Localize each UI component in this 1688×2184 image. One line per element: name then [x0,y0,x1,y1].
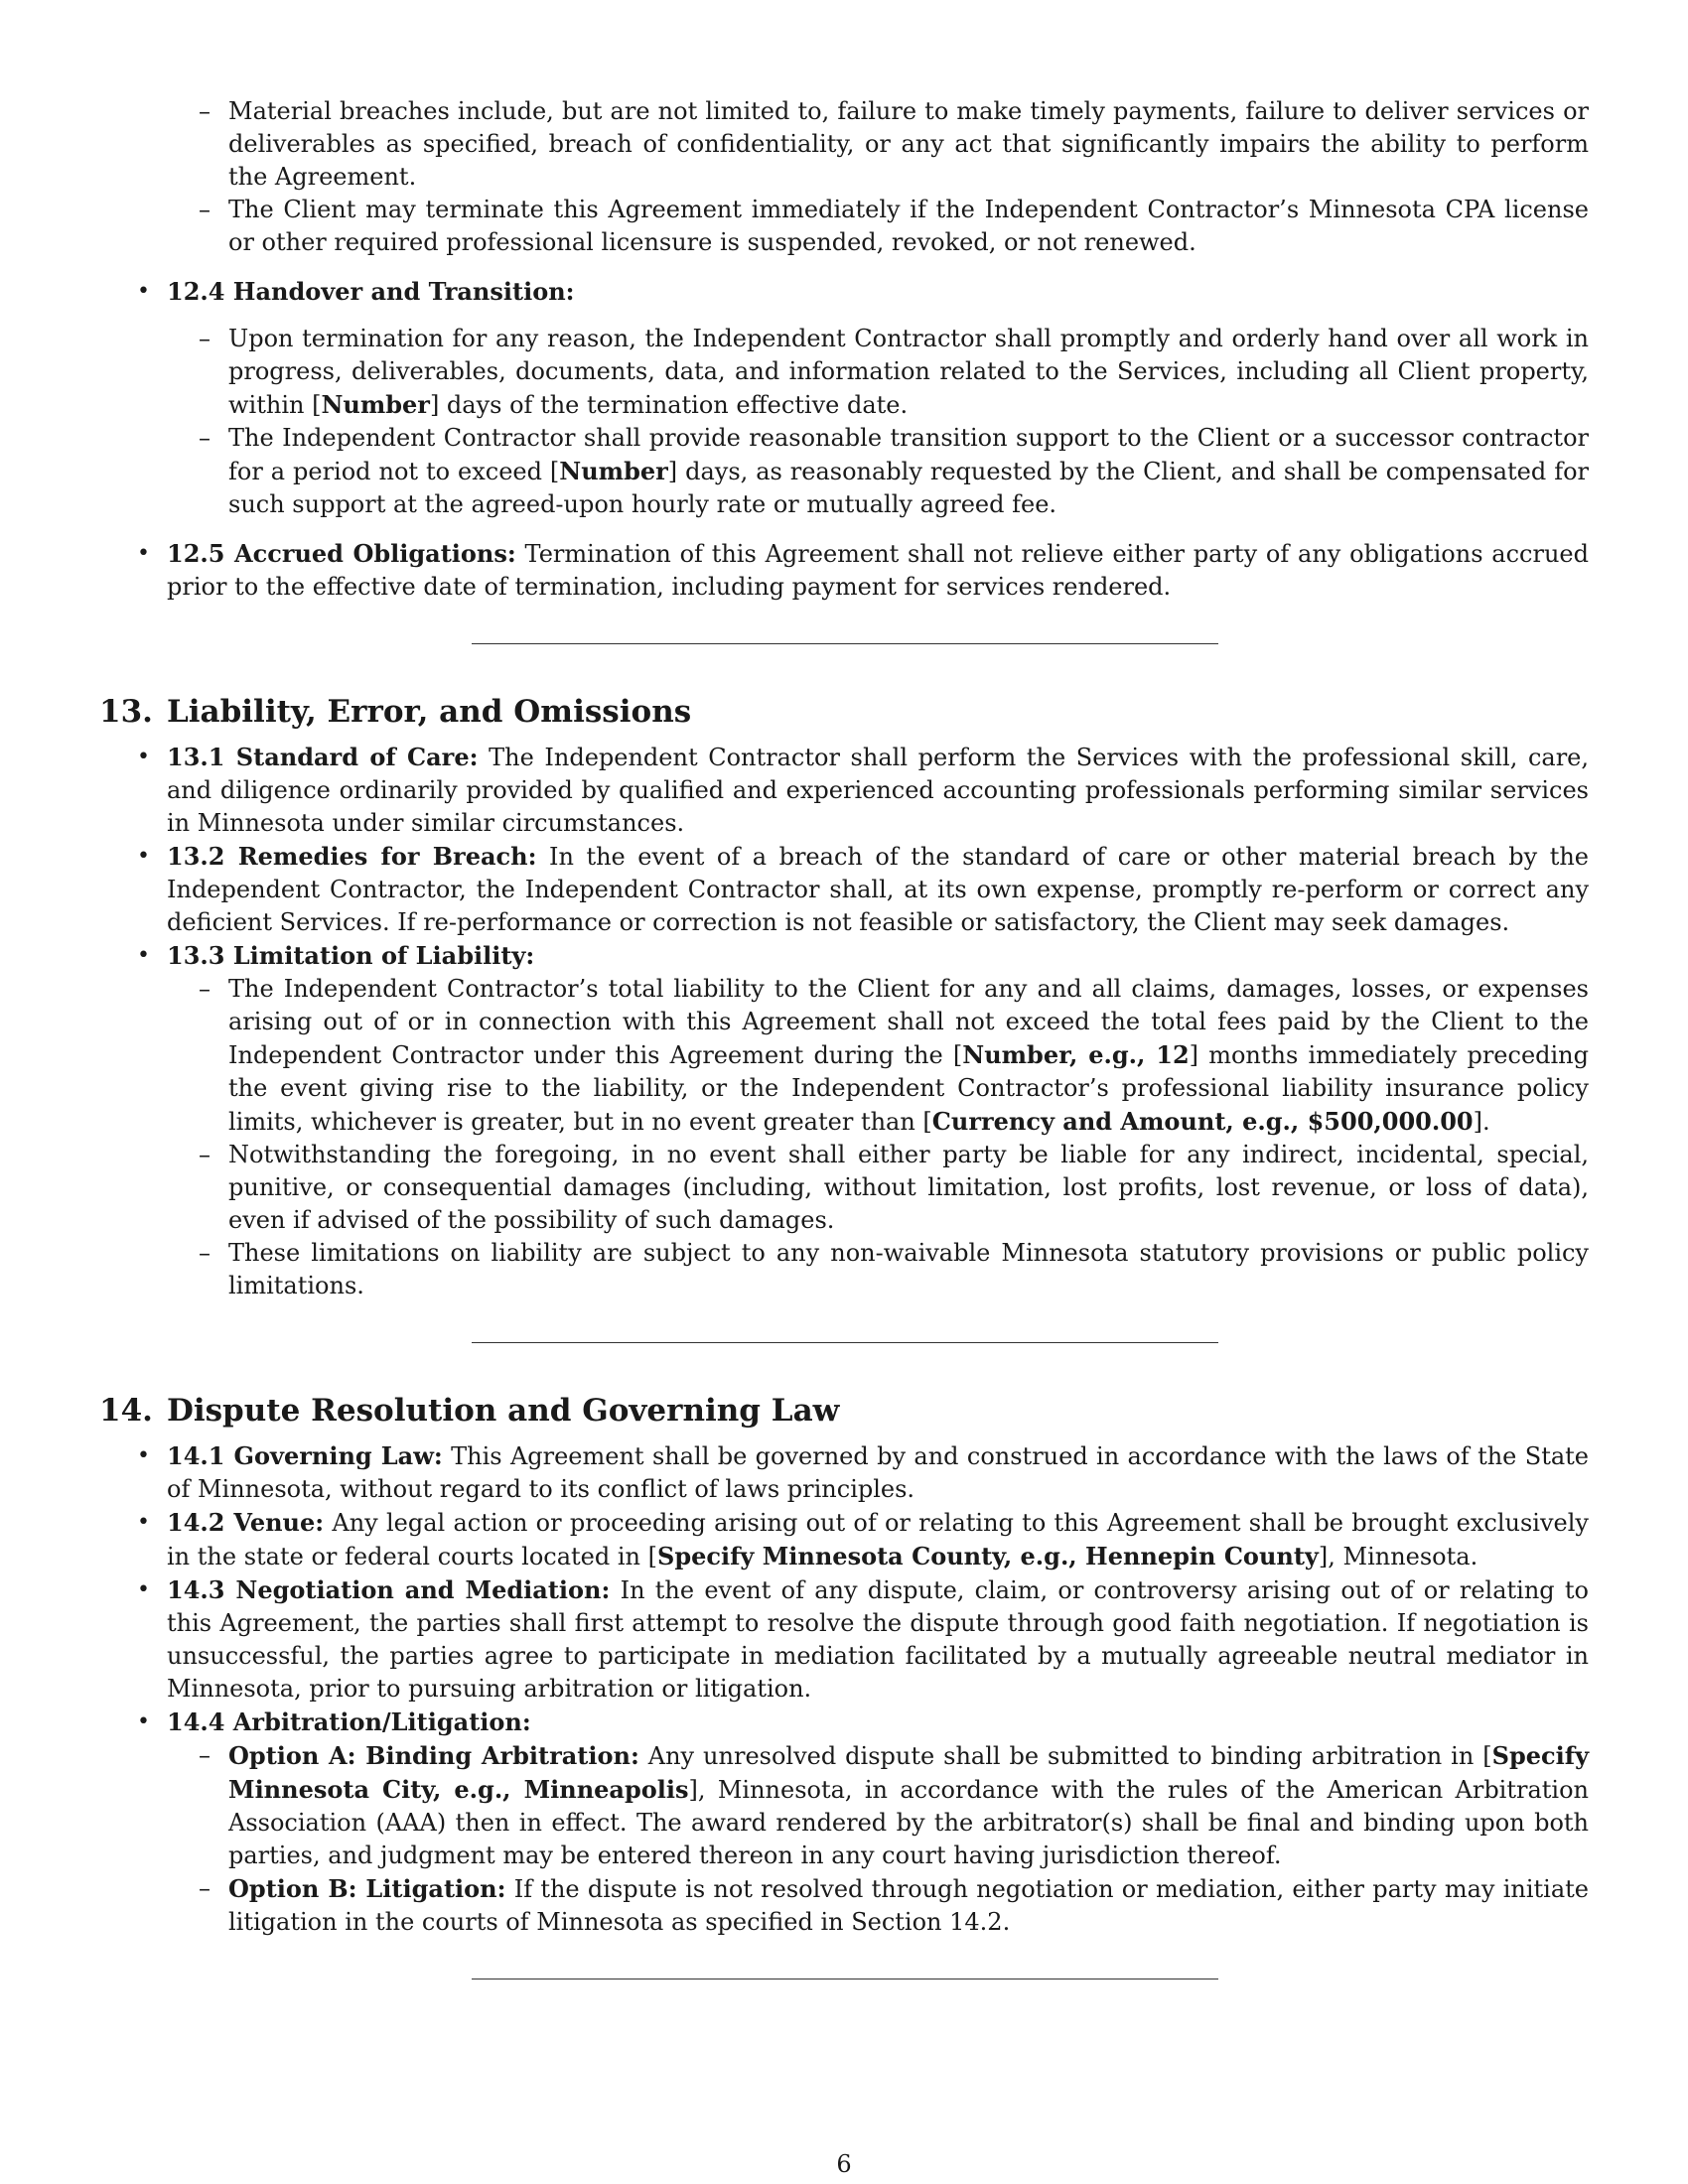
section-divider [472,1342,1218,1343]
list-item: – Notwithstanding the foregoing, in no event shall either party be liable for any indirect, incidental, special, punitive, or consequential damages (including, without limitation, lost profits, lost revenue, or loss of data), even if advised of the possibility of such damages. [99,1139,1589,1237]
clause-13-3: • 13.3 Limitation of Liability: – The Independent Contractor’s total liability to the Client for any and all claims, damages, losses, or expenses arising out of or in connection with this Agreement shall not exceed the total fees paid by the Client to the Independent Contractor under this Agreement during the [Number, e.g., 12] months immediately preceding the event giving rise to the liability, or the Independent Contractor’s professional liability insurance policy limits, whichever is greater, but in no event greater than [Currency and Amount, e.g., $500,000.00]. – Notwithstanding the foregoing, in no event shall either party be liable for any indirect, incidental, special, punitive, or consequential damages (including, without limitation, lost profits, lost revenue, or loss of data), even if advised of the possibility of such damages. – These limitations on liability are subject to any non-waivable Minnesota statutory provisions or public policy limitations. [99,939,1589,1302]
clause-12-5: • 12.5 Accrued Obligations: Termination of this Agreement shall not relieve either party of any obligations accrued prior to the effective date of termination, including payment for services rendered. [99,537,1589,604]
section-divider [472,643,1218,644]
clause-12-4-dashes [99,323,1589,521]
list-item: – The Independent Contractor shall provide reasonable transition support to the Client or a successor contractor for a period not to exceed [Number] days, as reasonably requested by the Client, and shall be compensated for such support at the agreed-upon hourly rate or mutually agreed fee. [99,422,1589,521]
section-14-bullets [99,1439,1589,1939]
list-item: – These limitations on liability are subject to any non-waivable Minnesota statutory provisions or public policy limitations. [99,1237,1589,1302]
list-item: – The Client may terminate this Agreement immediately if the Independent Contractor’s Minnesota CPA license or other required professional licensure is suspended, revoked, or not renewed. [99,194,1589,259]
termination-dash-list [99,95,1589,259]
clause-title: 12.5 Accrued Obligations: [167,539,516,568]
list-item: – Option A: Binding Arbitration: Any unresolved dispute shall be submitted to binding arbitration in [Specify Minnesota City, e.g., Minneapolis], Minnesota, in accordance with the rules of the American Arbitration Association (AAA) then in effect. The award rendered by the arbitrator(s) shall be final and binding upon both parties, and judgment may be entered thereon in any court having jurisdiction thereof. [99,1739,1589,1872]
document-page [99,95,1589,1979]
clause-14-4: • 14.4 Arbitration/Litigation: – Option A: Binding Arbitration: Any unresolved dispute shall be submitted to binding arbitration in [Specify Minnesota City, e.g., Minneapolis], Minnesota, in accordance with the rules of the American Arbitration Association (AAA) then in effect. The award rendered by the arbitrator(s) shall be final and binding upon both parties, and judgment may be entered thereon in any court having jurisdiction thereof. – Option B: Litigation: If the dispute is not resolved through negotiation or mediation, either party may initiate litigation in the courts of Minnesota as specified in Section 14.2. [99,1706,1589,1939]
section-13-heading: 13. Liability, Error, and Omissions [99,694,692,730]
clause-14-1: • 14.1 Governing Law: This Agreement shall be governed by and construed in accordance with the laws of the State of Minnesota, without regard to its conflict of laws principles. [99,1439,1589,1506]
clause-14-2: • 14.2 Venue: Any legal action or proceeding arising out of or relating to this Agreement shall be brought exclusively in the state or federal courts located in [Specify Minnesota County, e.g., Hennepin County], Minnesota. [99,1506,1589,1573]
clause-14-3: • 14.3 Negotiation and Mediation: In the event of any dispute, claim, or controversy arising out of or relating to this Agreement, the parties shall first attempt to resolve the dispute through good faith negotiation. If negotiation is unsuccessful, the parties agree to participate in mediation facilitated by a mutually agreeable neutral mediator in Minnesota, prior to pursuing arbitration or litigation. [99,1573,1589,1706]
section-13-bullets [99,741,1589,1302]
clause-title: 12.4 Handover and Transition: [167,277,575,306]
list-item: – Option B: Litigation: If the dispute is not resolved through negotiation or mediation, either party may initiate litigation in the courts of Minnesota as specified in Section 14.2. [99,1872,1589,1939]
clause-13-3-dashes [99,973,1589,1302]
clause-13-2: • 13.2 Remedies for Breach: In the event of a breach of the standard of care or other material breach by the Independent Contractor, the Independent Contractor shall, at its own expense, promptly re-perform or correct any deficient Services. If re-performance or correction is not feasible or satisfactory, the Client may seek damages. [99,840,1589,939]
clause-12-4 [99,275,1589,521]
page-number: 6 [836,2150,852,2178]
list-item: – Upon termination for any reason, the Independent Contractor shall promptly and orderly hand over all work in progress, deliverables, documents, data, and information related to the Services, including all Client property, within [Number] days of the termination effective date. [99,323,1589,422]
list-item: – Material breaches include, but are not limited to, failure to make timely payments, failure to deliver services or deliverables as specified, breach of confidentiality, or any act that significantly impairs the ability to perform the Agreement. [99,95,1589,194]
list-item: – The Independent Contractor’s total liability to the Client for any and all claims, damages, losses, or expenses arising out of or in connection with this Agreement shall not exceed the total fees paid by the Client to the Independent Contractor under this Agreement during the [Number, e.g., 12] months immediately preceding the event giving rise to the liability, or the Independent Contractor’s professional liability insurance policy limits, whichever is greater, but in no event greater than [Currency and Amount, e.g., $500,000.00]. [99,973,1589,1139]
section-14-heading: 14. Dispute Resolution and Governing Law [99,1393,840,1429]
clause-13-1: • 13.1 Standard of Care: The Independent Contractor shall perform the Services with the professional skill, care, and diligence ordinarily provided by qualified and experienced accounting professionals performing similar services in Minnesota under similar circumstances. [99,741,1589,840]
clause-14-4-dashes [99,1739,1589,1939]
section-12-bullets [99,275,1589,604]
